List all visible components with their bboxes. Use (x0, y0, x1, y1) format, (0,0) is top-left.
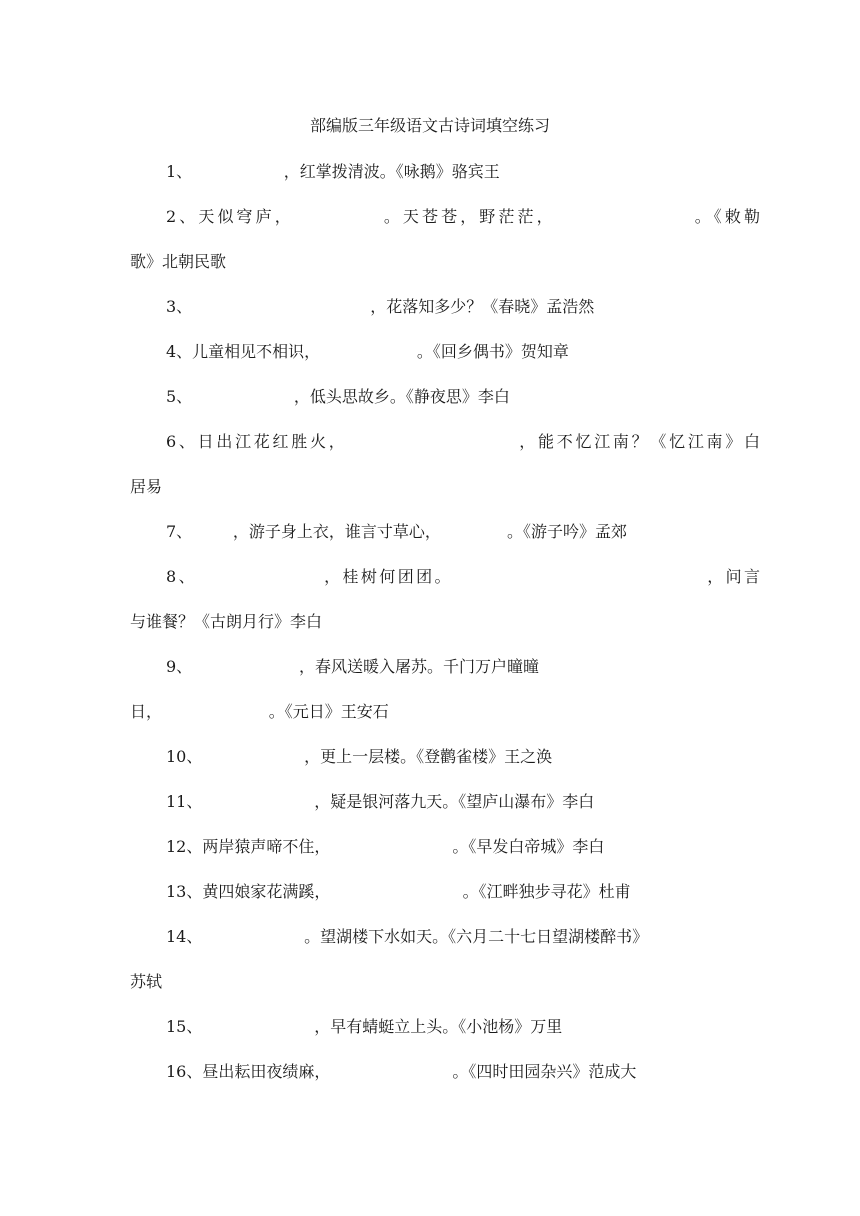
question-line-14-continued: 苏轼 (130, 972, 163, 991)
question-line-16: 16、昼出耘田夜绩麻， 。《四时田园杂兴》范成大 (166, 1062, 637, 1081)
question-line-10: 10、 ，更上一层楼。《登鹳雀楼》王之涣 (166, 747, 553, 766)
question-line-12: 12、两岸猿声啼不住， 。《早发白帝城》李白 (166, 837, 605, 856)
question-line-15: 15、 ，早有蜻蜓立上头。《小池杨》万里 (166, 1017, 563, 1036)
question-line-7: 7、 ，游子身上衣，谁言寸草心， 。《游子吟》孟郊 (166, 522, 627, 541)
question-line-11: 11、 ，疑是银河落九天。《望庐山瀑布》李白 (166, 792, 595, 811)
document-title: 部编版三年级语文古诗词填空练习 (309, 116, 550, 135)
question-line-2: 2、天似穹庐， 。天苍苍，野茫茫， 。《敕勒 (166, 207, 760, 226)
question-line-14: 14、 。望湖楼下水如天。《六月二十七日望湖楼醉书》 (166, 927, 649, 946)
question-line-5: 5、 ，低头思故乡。《静夜思》李白 (166, 387, 510, 406)
question-line-6-continued: 居易 (130, 477, 163, 496)
question-line-3: 3、 ，花落知多少？《春晓》孟浩然 (166, 297, 595, 316)
question-line-8: 8、 ，桂树何团团。 ，问言 (166, 567, 760, 586)
question-line-6: 6、日出江花红胜火， ，能不忆江南？《忆江南》白 (166, 432, 760, 451)
question-line-2-continued: 歌》北朝民歌 (130, 252, 227, 271)
question-line-4: 4、儿童相见不相识， 。《回乡偶书》贺知章 (166, 342, 569, 361)
question-line-1: 1、 ，红掌拨清波。《咏鹅》骆宾王 (166, 162, 500, 181)
question-line-13: 13、黄四娘家花满蹊， 。《江畔独步寻花》杜甫 (166, 882, 631, 901)
question-line-9: 9、 ，春风送暖入屠苏。千门万户曈曈 (166, 657, 539, 676)
question-line-9-continued: 日， 。《元日》王安石 (130, 702, 389, 721)
question-line-8-continued: 与谁餐？《古朗月行》李白 (130, 612, 323, 631)
